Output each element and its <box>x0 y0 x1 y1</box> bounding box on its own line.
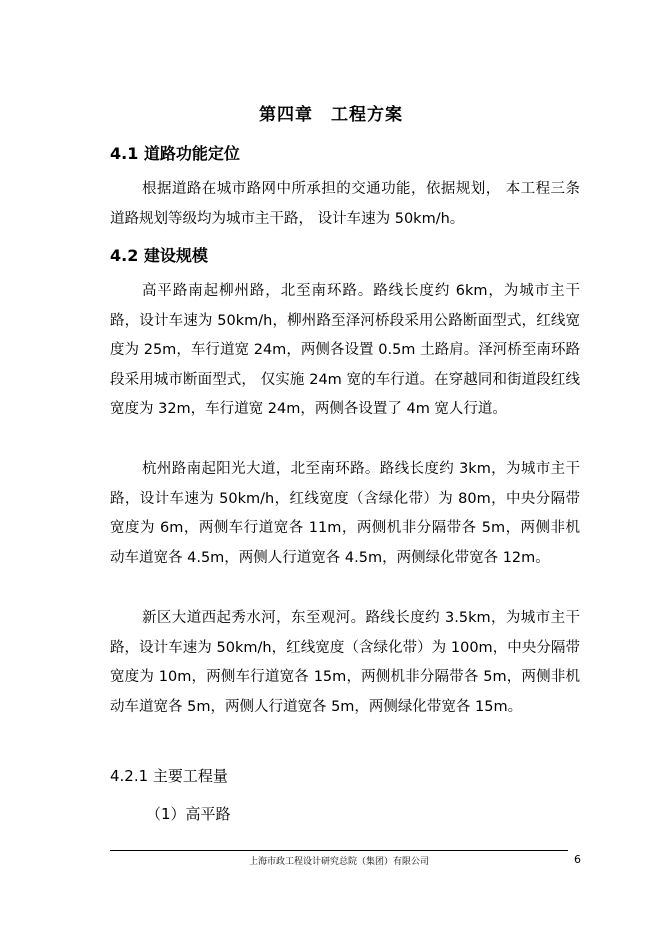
paragraph-road-function: 根据道路在城市路网中所承担的交通功能，依据规划， 本工程三条道路规划等级均为城市主干路， 设计车速为 50km/h。 <box>110 181 580 227</box>
section-heading-4-2: 4.2 建设规模 <box>110 246 208 265</box>
paragraph-gaoping-road: 高平路南起柳州路，北至南环路。路线长度约 6km，为城市主干路，设计车速为 50km/h，柳州路至泽河桥段采用公路断面型式，红线宽度为 25m，车行道宽 24m，两侧各设置 0.5m 土路肩。泽河桥至南环路段采用城市断面型式， 仅实施 24m 宽的车行道。在穿越同和街道段红线宽度为 32m，车行道宽 24m，两侧各设置了 4m 宽人行道。 <box>110 283 580 417</box>
sub-heading-4-2-1: 4.2.1 主要工程量 <box>110 767 228 785</box>
paragraph-xinqu-avenue: 新区大道西起秀水河，东至观河。路线长度约 3.5km，为城市主干路，设计车速为 50km/h，红线宽度（含绿化带）为 100m，中央分隔带宽度为 10m，两侧车行道宽各 15m，两侧机非分隔带各 5m，两侧非机动车道宽各 5m，两侧人行道宽各 5m，两侧绿化带宽各 15m。 <box>110 610 580 715</box>
paragraph-hangzhou-road: 杭州路南起阳光大道，北至南环路。路线长度约 3km，为城市主干路，设计车速为 50km/h，红线宽度（含绿化带）为 80m，中央分隔带宽度为 6m，两侧车行道宽各 11m，两侧机非分隔带各 5m，两侧非机动车道宽各 4.5m，两侧人行道宽各 4.5m，两侧绿化带宽各 12m。 <box>110 461 580 566</box>
footer-company: 上海市政工程设计研究总院（集团）有限公司 <box>248 857 429 867</box>
chapter-title: 第四章 工程方案 <box>259 105 403 125</box>
page-number: 6 <box>574 853 581 866</box>
footer-divider <box>110 850 568 851</box>
section-heading-4-1: 4.1 道路功能定位 <box>110 144 240 163</box>
item-heading-gaoping-road: （1）高平路 <box>146 805 231 823</box>
